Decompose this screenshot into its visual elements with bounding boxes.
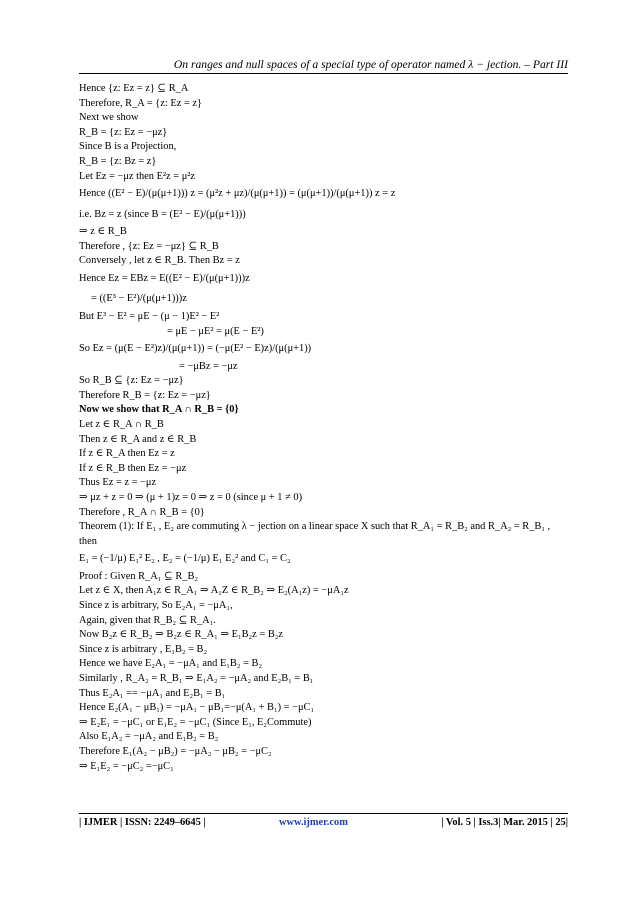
text-line: So Ez = (μ(E − E²)z)/(μ(μ+1)) = (−μ(E² − E)z)/(μ(μ+1)) (79, 343, 312, 355)
text-line: But E³ − E² = μE − (μ − 1)E² − E² (79, 310, 220, 322)
text-line: Since z is arbitrary, So E₂A₁ = −μA₁, (79, 600, 233, 612)
text-line: Thus Ez = z = −μz (79, 477, 157, 489)
text-line: So R_B ⊆ {z: Ez = −μz} (79, 375, 184, 387)
text-line: then (79, 535, 97, 547)
text-line: = μE − μE² = μ(E − E²) (167, 325, 264, 337)
header-rule (79, 73, 568, 74)
text-line: Then z ∈ R_A and z ∈ R_B (79, 433, 197, 445)
text-line: ⇒ μz + z = 0 ⇒ (μ + 1)z = 0 ⇒ z = 0 (since μ + 1 ≠ 0) (79, 491, 303, 503)
text-line: Therefore R_B = {z: Ez = −μz} (79, 389, 211, 401)
text-line: Now B₂z ∈ R_B₂ ⇒ B₂z ∈ R_A₁ ⇒ E₁B₂z = B₂z (79, 629, 283, 641)
text-line: Similarly , R_A₂ = R_B₁ ⇒ E₁A₂ = −μA₂ and E₂B₁ = B₁ (79, 673, 314, 684)
text-line: i.e. Bz = z (since B = (E² − E)/(μ(μ+1))) (79, 208, 246, 220)
text-line: R_B = {z: Bz = z} (79, 155, 157, 167)
footer-rule (79, 813, 568, 814)
footer-url-link[interactable]: www.ijmer.com (279, 817, 348, 828)
proof-start: Proof : Given R_A₁ ⊆ R_B₂ (79, 570, 198, 582)
text-line: Let z ∈ R_A ∩ R_B (79, 419, 164, 430)
text-line: Since B is a Projection, (79, 141, 177, 153)
text-line: = −μBz = −μz (179, 360, 238, 372)
text-line: Let z ∈ X, then A₁z ∈ R_A₁ ⇒ A₁Z ∈ R_B₂ ⇒ E₂(A₁z) = −μA₁z (79, 585, 349, 597)
text-line: Hence Ez = EBz = E((E² − E)/(μ(μ+1)))z (79, 272, 250, 284)
text-line: Hence we have E₂A₁ = −μA₁ and E₁B₂ = B₂ (79, 658, 263, 670)
paper-body (79, 82, 568, 774)
footer-issue-info: | Vol. 5 | Iss.3| Mar. 2015 | 25| (441, 817, 568, 828)
text-line: Let Ez = −μz then E²z = μ²z (79, 170, 196, 182)
text-line: Therefore , {z: Ez = −μz} ⊆ R_B (79, 240, 219, 252)
text-line: Hence E₂(A₁ − μB₁) = −μA₁ − μB₁=−μ(A₁ + B₁) = −μC₁ (79, 702, 315, 714)
text-line: R_B = {z: Ez = −μz} (79, 126, 168, 138)
text-line: Next we show (79, 112, 139, 124)
text-line: Hence {z: Ez = z} ⊆ R_A (79, 83, 189, 94)
text-line: ⇒ z ∈ R_B (79, 226, 127, 238)
text-line: Also E₁A₂ = −μA₂ and E₁B₂ = B₂ (79, 731, 219, 743)
theorem-statement: Theorem (1): If E₁ , E₂ are commuting λ − jection on a linear space X such that R_A₁ = R_B₂ and R_A₂ = R_B₁ , (79, 521, 551, 533)
text-line: If z ∈ R_B then Ez = −μz (79, 462, 187, 474)
text-line: Therefore E₁(A₂ − μB₂) = −μA₂ − μB₂ = −μC₂ (79, 745, 272, 757)
text-line: ⇒ E₂E₁ = −μC₁ or E₁E₂ = −μC₁ (Since E₁, E₂Commute) (79, 716, 312, 728)
section-heading: Now we show that R_A ∩ R_B = {0} (79, 404, 239, 416)
footer-journal-info: | IJMER | ISSN: 2249–6645 | (79, 817, 206, 828)
text-line: Therefore , R_A ∩ R_B = {0} (79, 506, 205, 518)
text-line: Since z is arbitrary , E₁B₂ = B₂ (79, 643, 208, 655)
text-line: E₁ = (−1/μ) E₁² E₂ , E₂ = (−1/μ) E₁ E₂² and C₁ = C₂ (79, 553, 291, 565)
text-line: ⇒ E₁E₂ = −μC₂ =−μC₁ (79, 760, 174, 772)
text-line: If z ∈ R_A then Ez = z (79, 448, 175, 460)
text-line: Thus E₂A₁ == −μA₁ and E₂B₁ = B₁ (79, 687, 226, 699)
text-line: Hence ((E² − E)/(μ(μ+1))) z = (μ²z + μz)/(μ(μ+1)) = (μ(μ+1))/(μ(μ+1)) z = z (79, 188, 396, 200)
text-line: = ((E³ − E²)/(μ(μ+1)))z (91, 293, 187, 305)
text-line: Therefore, R_A = {z: Ez = z} (79, 97, 202, 109)
running-header: On ranges and null spaces of a special type of operator named λ − jection. – Part III (173, 58, 568, 71)
text-line: Conversely , let z ∈ R_B. Then Bz = z (79, 255, 240, 267)
text-line: Again, given that R_B₂ ⊆ R_A₁. (79, 614, 216, 626)
